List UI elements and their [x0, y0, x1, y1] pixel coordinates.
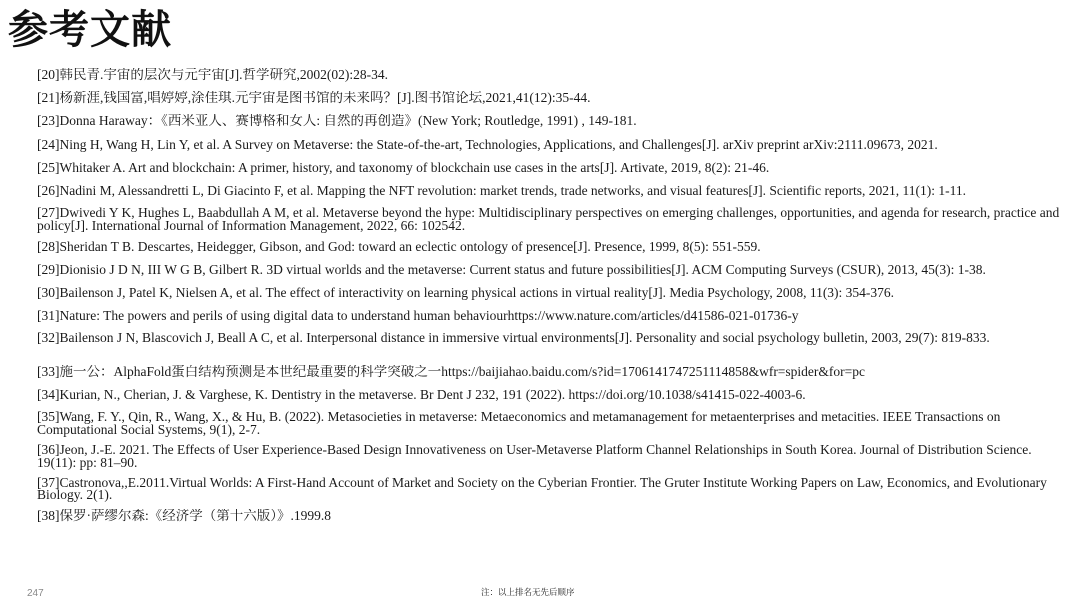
page-title: 参考文献: [8, 7, 172, 53]
reference-item: [33]施一公：AlphaFold蛋白结构预测是本世纪最重要的科学突破之一https://baijiahao.baidu.com/s?id=1706141747251114858&wfr=spider&for=pc: [37, 365, 866, 380]
reference-item: [30]Bailenson J, Patel K, Nielsen A, et al. The effect of interactivity on learning physical actions in virtual reality[J]. Media Psychology, 2008, 11(3): 354-376.: [37, 286, 895, 301]
reference-item: [32]Bailenson J N, Blascovich J, Beall A C, et al. Interpersonal distance in immersive virtual environments[J]. Personality and social psychology bulletin, 2003, 29(7): 819-833.: [37, 332, 990, 346]
reference-item: [27]Dwivedi Y K, Hughes L, Baabdullah A M, et al. Metaverse beyond the hype: Multidisciplinary perspectives on emerging challenges, opportunities, and agenda for research, practice and policy[J]. International Journal of Information Management, 2022, 66: 102542.: [37, 207, 1060, 233]
reference-item: [28]Sheridan T B. Descartes, Heidegger, Gibson, and God: toward an eclectic ontology of presence[J]. Presence, 1999, 8(5): 551-559.: [37, 239, 761, 254]
reference-list: [37, 68, 1067, 532]
reference-item: [21]杨新涯,钱国富,唱婷婷,涂佳琪.元宇宙是图书馆的未来吗？[J].图书馆论坛,2021,41(12):35-44.: [37, 91, 591, 106]
reference-item: [20]韩民青.宇宙的层次与元宇宙[J].哲学研究,2002(02):28-34.: [37, 68, 388, 82]
reference-item: [31]Nature: The powers and perils of using digital data to understand human behaviourhttps://www.nature.com/articles/d41586-021-01736-y: [37, 309, 799, 324]
footnote: 注：以上排名无先后顺序: [481, 588, 575, 598]
reference-item: [26]Nadini M, Alessandretti L, Di Giacinto F, et al. Mapping the NFT revolution: market trends, trade networks, and visual features[J]. Scientific reports, 2021, 11(1): 1-11.: [37, 183, 966, 198]
page-number: 247: [27, 588, 44, 599]
reference-item: [23]Donna Haraway：《西米亚人、赛博格和女人: 自然的再创造》(New York; Routledge, 1991) , 149-181.: [37, 114, 637, 129]
reference-item: [35]Wang, F. Y., Qin, R., Wang, X., & Hu, B. (2022). Metasocieties in metaverse: Metaeconomics and metamanagement for metaenterprises and metacities. IEEE Transactions on Computational Social Systems, 9(1), 2-7.: [37, 411, 1001, 437]
reference-item: [38]保罗·萨缪尔森:《经济学（第十六版）》.1999.8: [37, 509, 331, 524]
reference-item: [24]Ning H, Wang H, Lin Y, et al. A Survey on Metaverse: the State-of-the-art, Technologies, Applications, and Challenges[J]. arXiv preprint arXiv:2111.09673, 2021.: [37, 137, 938, 152]
reference-item: [37]Castronova,,E.2011.Virtual Worlds: A First-Hand Account of Market and Society on the Cyberian Frontier. The Gruter Institute Working Papers on Law, Economics, and Evolutionary Biology. 2(1).: [37, 476, 1047, 503]
reference-item: [29]Dionisio J D N, III W G B, Gilbert R. 3D virtual worlds and the metaverse: Current status and future possibilities[J]. ACM Computing Surveys (CSUR), 2013, 45(3): 1-38.: [37, 262, 986, 277]
reference-item: [25]Whitaker A. Art and blockchain: A primer, history, and taxonomy of blockchain use cases in the arts[J]. Artivate, 2019, 8(2): 21-46.: [37, 160, 770, 175]
reference-item: [34]Kurian, N., Cherian, J. & Varghese, K. Dentistry in the metaverse. Br Dent J 232, 191 (2022). https://doi.org/10.1038/s41415-022-4003-6.: [37, 388, 806, 403]
reference-item: [36]Jeon, J.-E. 2021. The Effects of User Experience-Based Design Innovativeness on User-Metaverse Platform Channel Relationships in South Korea. Journal of Distribution Science. 19(11): pp: 81–90.: [37, 444, 1032, 470]
